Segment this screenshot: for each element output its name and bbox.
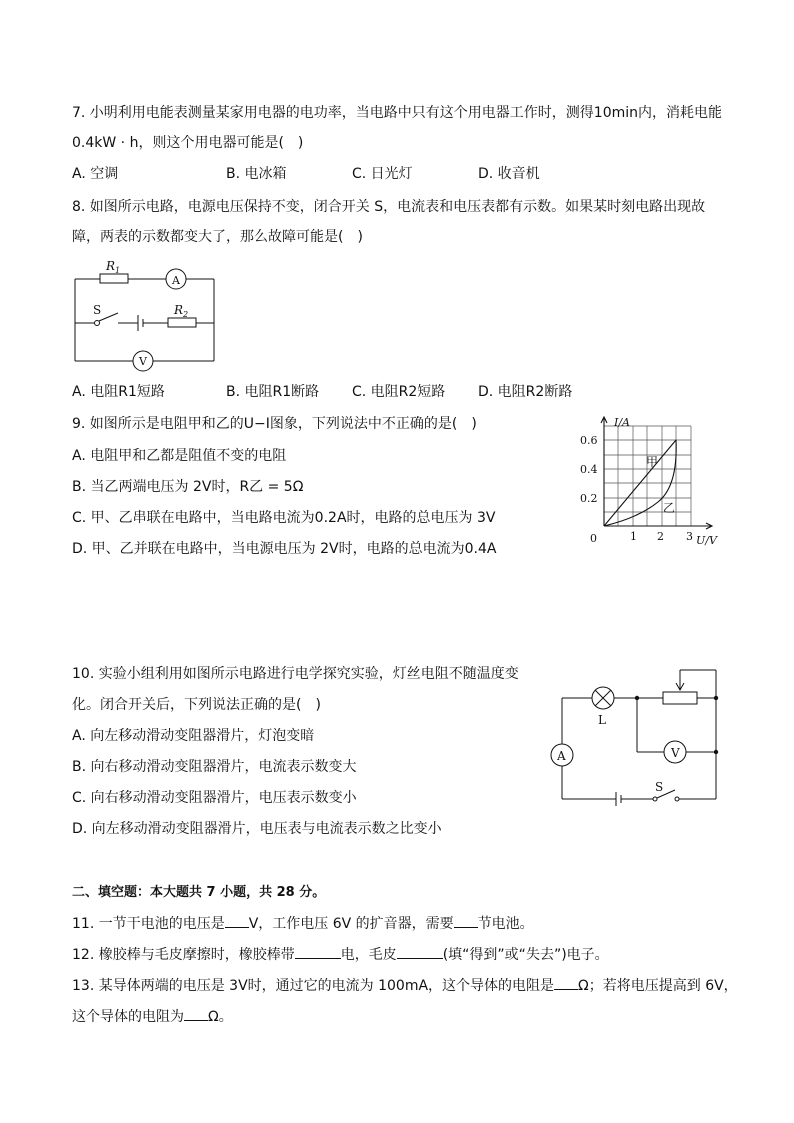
q9-option-b: B. 当乙两端电压为 2V时，R乙 = 5Ω	[72, 479, 304, 495]
q10-option-c: C. 向右移动滑动变阻器滑片，电压表示数变小	[72, 790, 357, 806]
q7-option-b: B. 电冰箱	[226, 166, 287, 182]
q9-xlabel: U/V	[696, 534, 717, 547]
q8-circuit-diagram	[70, 255, 220, 370]
q13-blank-2[interactable]	[184, 1006, 208, 1021]
q9-ytick-04: 0.4	[580, 463, 598, 476]
q8-voltmeter-label: V	[139, 355, 147, 368]
q8-r1-label: $R_1$	[106, 259, 121, 275]
q9-ui-graph	[578, 414, 728, 549]
q9-line1: 9. 如图所示是电阻甲和乙的U−I图象，下列说法中不正确的是( )	[72, 416, 477, 432]
q9-ytick-06: 0.6	[580, 434, 598, 447]
q8-option-b: B. 电阻R1断路	[226, 384, 320, 400]
q10-option-d: D. 向左移动滑动变阻器滑片，电压表与电流表示数之比变小	[72, 821, 442, 837]
q9-xtick-2: 2	[657, 530, 664, 543]
q10-line2: 化。闭合开关后，下列说法正确的是( )	[72, 697, 321, 713]
q11-line: 11. 一节干电池的电压是 V，工作电压 6V 的扩音器，需要 节电池。	[72, 913, 534, 934]
q8-option-a: A. 电阻R1短路	[72, 384, 165, 400]
q9-curve-label-jia: 甲	[646, 455, 659, 469]
q13-line2: 这个导体的电阻为 Ω。	[72, 1006, 233, 1027]
q12-blank-2[interactable]	[397, 944, 443, 959]
q10-option-a: A. 向左移动滑动变阻器滑片，灯泡变暗	[72, 728, 315, 744]
q9-option-d: D. 甲、乙并联在电路中，当电源电压为 2V时，电路的总电流为0.4A	[72, 541, 497, 557]
q8-line2: 障，两表的示数都变大了，那么故障可能是( )	[72, 229, 363, 245]
q10-lamp-label: L	[598, 713, 606, 727]
q9-option-a: A. 电阻甲和乙都是阻值不变的电阻	[72, 448, 287, 464]
q10-switch-label: S	[655, 780, 664, 794]
q9-curve-label-yi: 乙	[663, 501, 676, 515]
q9-origin: 0	[590, 532, 597, 545]
q8-switch-label: S	[93, 303, 102, 317]
q10-circuit-diagram	[545, 660, 725, 805]
q10-line1: 10. 实验小组利用如图所示电路进行电学探究实验，灯丝电阻不随温度变	[72, 666, 519, 682]
q7-option-d: D. 收音机	[478, 166, 540, 182]
q10-option-b: B. 向右移动滑动变阻器滑片，电流表示数变大	[72, 759, 357, 775]
q8-ammeter-label: A	[172, 274, 180, 287]
q12-line: 12. 橡胶棒与毛皮摩擦时，橡胶棒带 电，毛皮 (填“得到”或“失去”)电子。	[72, 944, 609, 965]
q7-option-c: C. 日光灯	[352, 166, 413, 182]
q9-xtick-3: 3	[686, 530, 693, 543]
section2-title: 二、填空题：本大题共 7 小题，共 28 分。	[72, 885, 326, 900]
q9-xtick-1: 1	[630, 530, 637, 543]
q9-ytick-02: 0.2	[580, 492, 598, 505]
q10-ammeter-label: A	[557, 749, 566, 763]
q13-line1: 13. 某导体两端的电压是 3V时，通过它的电流为 100mA，这个导体的电阻是 Ω；若将电压提高到 6V，	[72, 975, 738, 996]
q7-option-a: A. 空调	[72, 166, 119, 182]
q7-line2: 0.4kW · h，则这个用电器可能是( )	[72, 135, 304, 151]
q9-option-c: C. 甲、乙串联在电路中，当电路电流为0.2A时，电路的总电压为 3V	[72, 510, 496, 526]
q9-ylabel: I/A	[614, 416, 630, 429]
q11-blank-1[interactable]	[225, 913, 249, 928]
q8-option-c: C. 电阻R2短路	[352, 384, 446, 400]
q10-voltmeter-label: V	[671, 746, 680, 760]
q13-blank-1[interactable]	[554, 975, 578, 990]
q7-line1: 7. 小明利用电能表测量某家用电器的电功率，当电路中只有这个用电器工作时，测得10min内，消耗电能	[72, 105, 723, 121]
q8-r2-label: $R_2$	[174, 303, 189, 319]
q11-blank-2[interactable]	[454, 913, 478, 928]
q8-line1: 8. 如图所示电路，电源电压保持不变，闭合开关 S，电流表和电压表都有示数。如果某时刻电路出现故	[72, 199, 706, 215]
q12-blank-1[interactable]	[295, 944, 341, 959]
q8-option-d: D. 电阻R2断路	[478, 384, 573, 400]
